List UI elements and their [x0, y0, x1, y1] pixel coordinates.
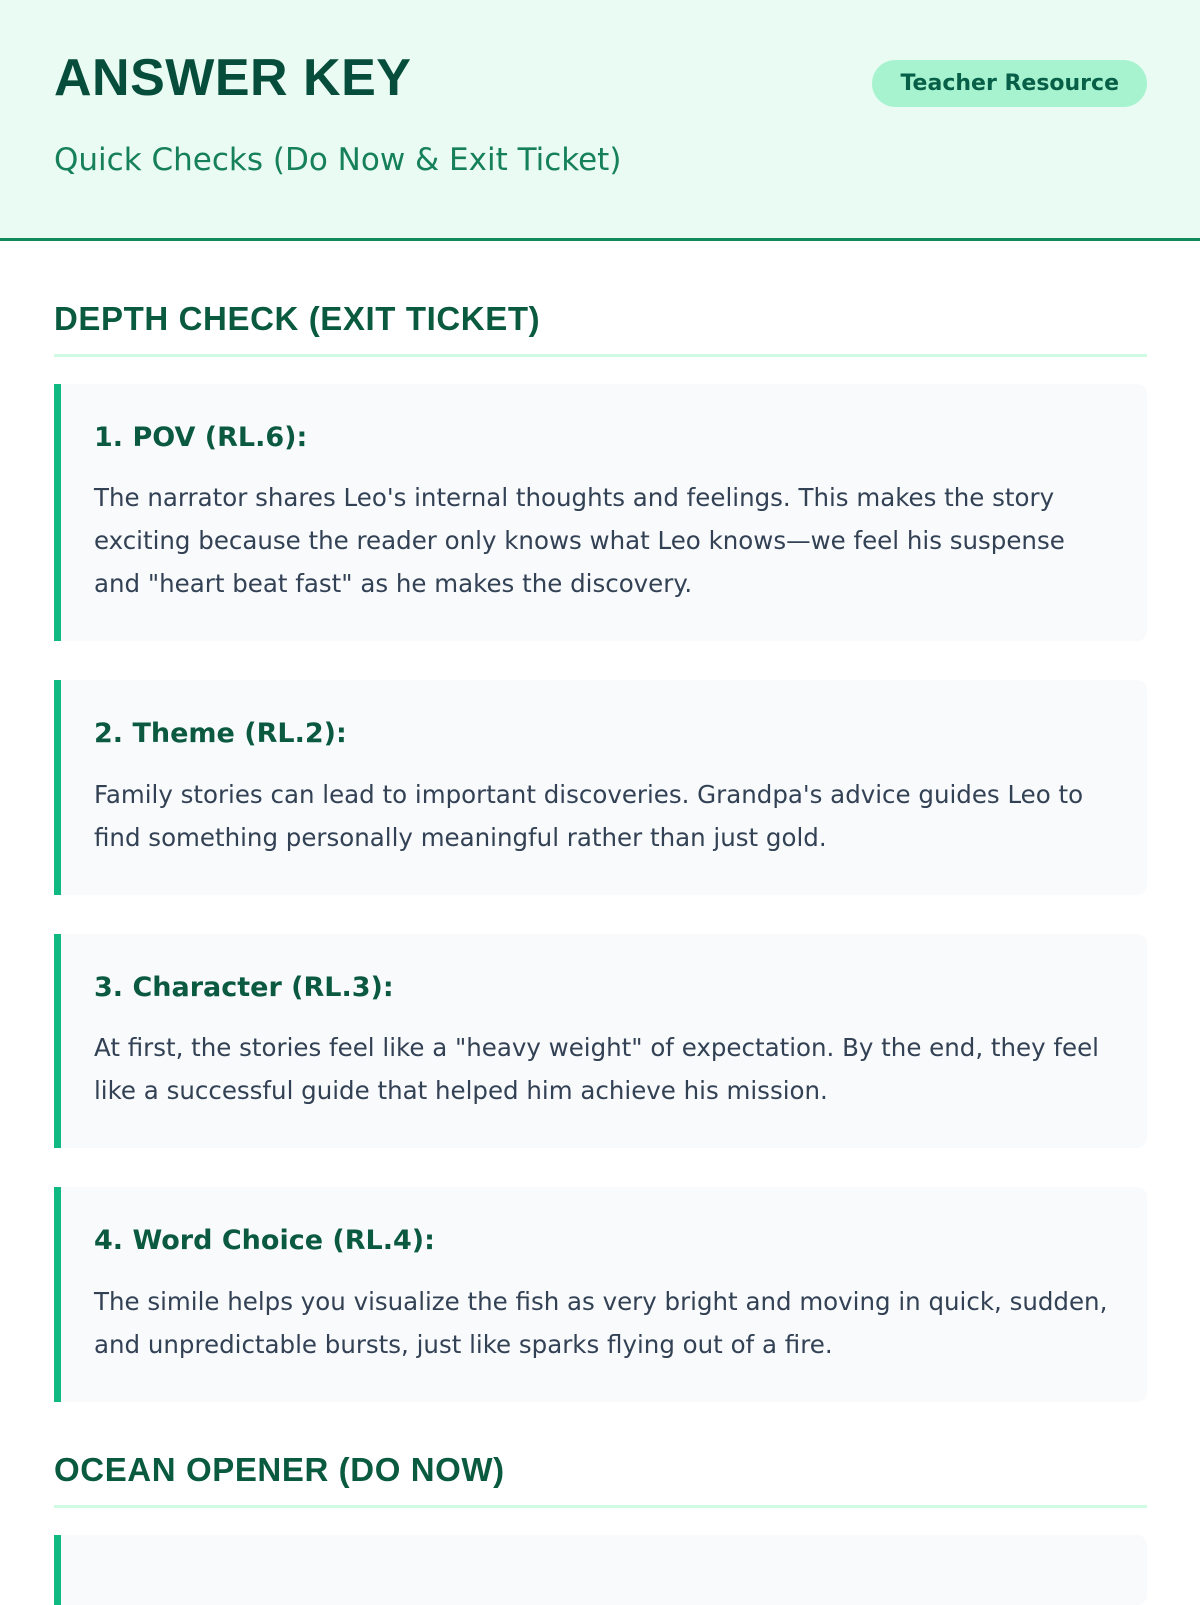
- answer-title: 4. Word Choice (RL.4):: [94, 1225, 435, 1257]
- answer-card: [54, 934, 1147, 1148]
- answer-text: The simile helps you visualize the fish as very bright and moving in quick, sudden, and unpredictable bursts, just like sparks flying out of a fire.: [94, 1286, 1108, 1359]
- page-subtitle: Quick Checks (Do Now & Exit Ticket): [54, 142, 622, 178]
- answer-card: [54, 384, 1147, 641]
- answer-card: [54, 680, 1147, 894]
- section-title: DEPTH CHECK (EXIT TICKET): [54, 241, 1147, 357]
- answer-card: [54, 1535, 1147, 1605]
- answer-card: [54, 1187, 1147, 1401]
- main-content: [0, 241, 1200, 1605]
- page-title: ANSWER KEY: [54, 49, 412, 107]
- answer-text: The narrator shares Leo's internal thoughts and feelings. This makes the story exciting because the reader only knows what Leo knows—we feel his suspense and "heart beat fast" as he makes the discovery.: [94, 483, 1065, 599]
- section-depth-check: [54, 241, 1147, 1402]
- answer-title: 3. Character (RL.3):: [94, 971, 394, 1003]
- section-title: OCEAN OPENER (DO NOW): [54, 1402, 1147, 1508]
- answer-title: 1. POV (RL.6):: [94, 422, 308, 453]
- section-ocean-opener: [54, 1402, 1147, 1605]
- answer-title: 2. Theme (RL.2):: [94, 718, 347, 750]
- teacher-resource-badge: Teacher Resource: [872, 60, 1147, 107]
- answer-text: At first, the stories feel like a "heavy weight" of expectation. By the end, they feel like a successful guide that helped him achieve his mission.: [94, 1033, 1099, 1106]
- answer-text: Family stories can lead to important discoveries. Grandpa's advice guides Leo to find something personally meaningful rather than just gold.: [94, 779, 1084, 852]
- page-header: [0, 0, 1200, 241]
